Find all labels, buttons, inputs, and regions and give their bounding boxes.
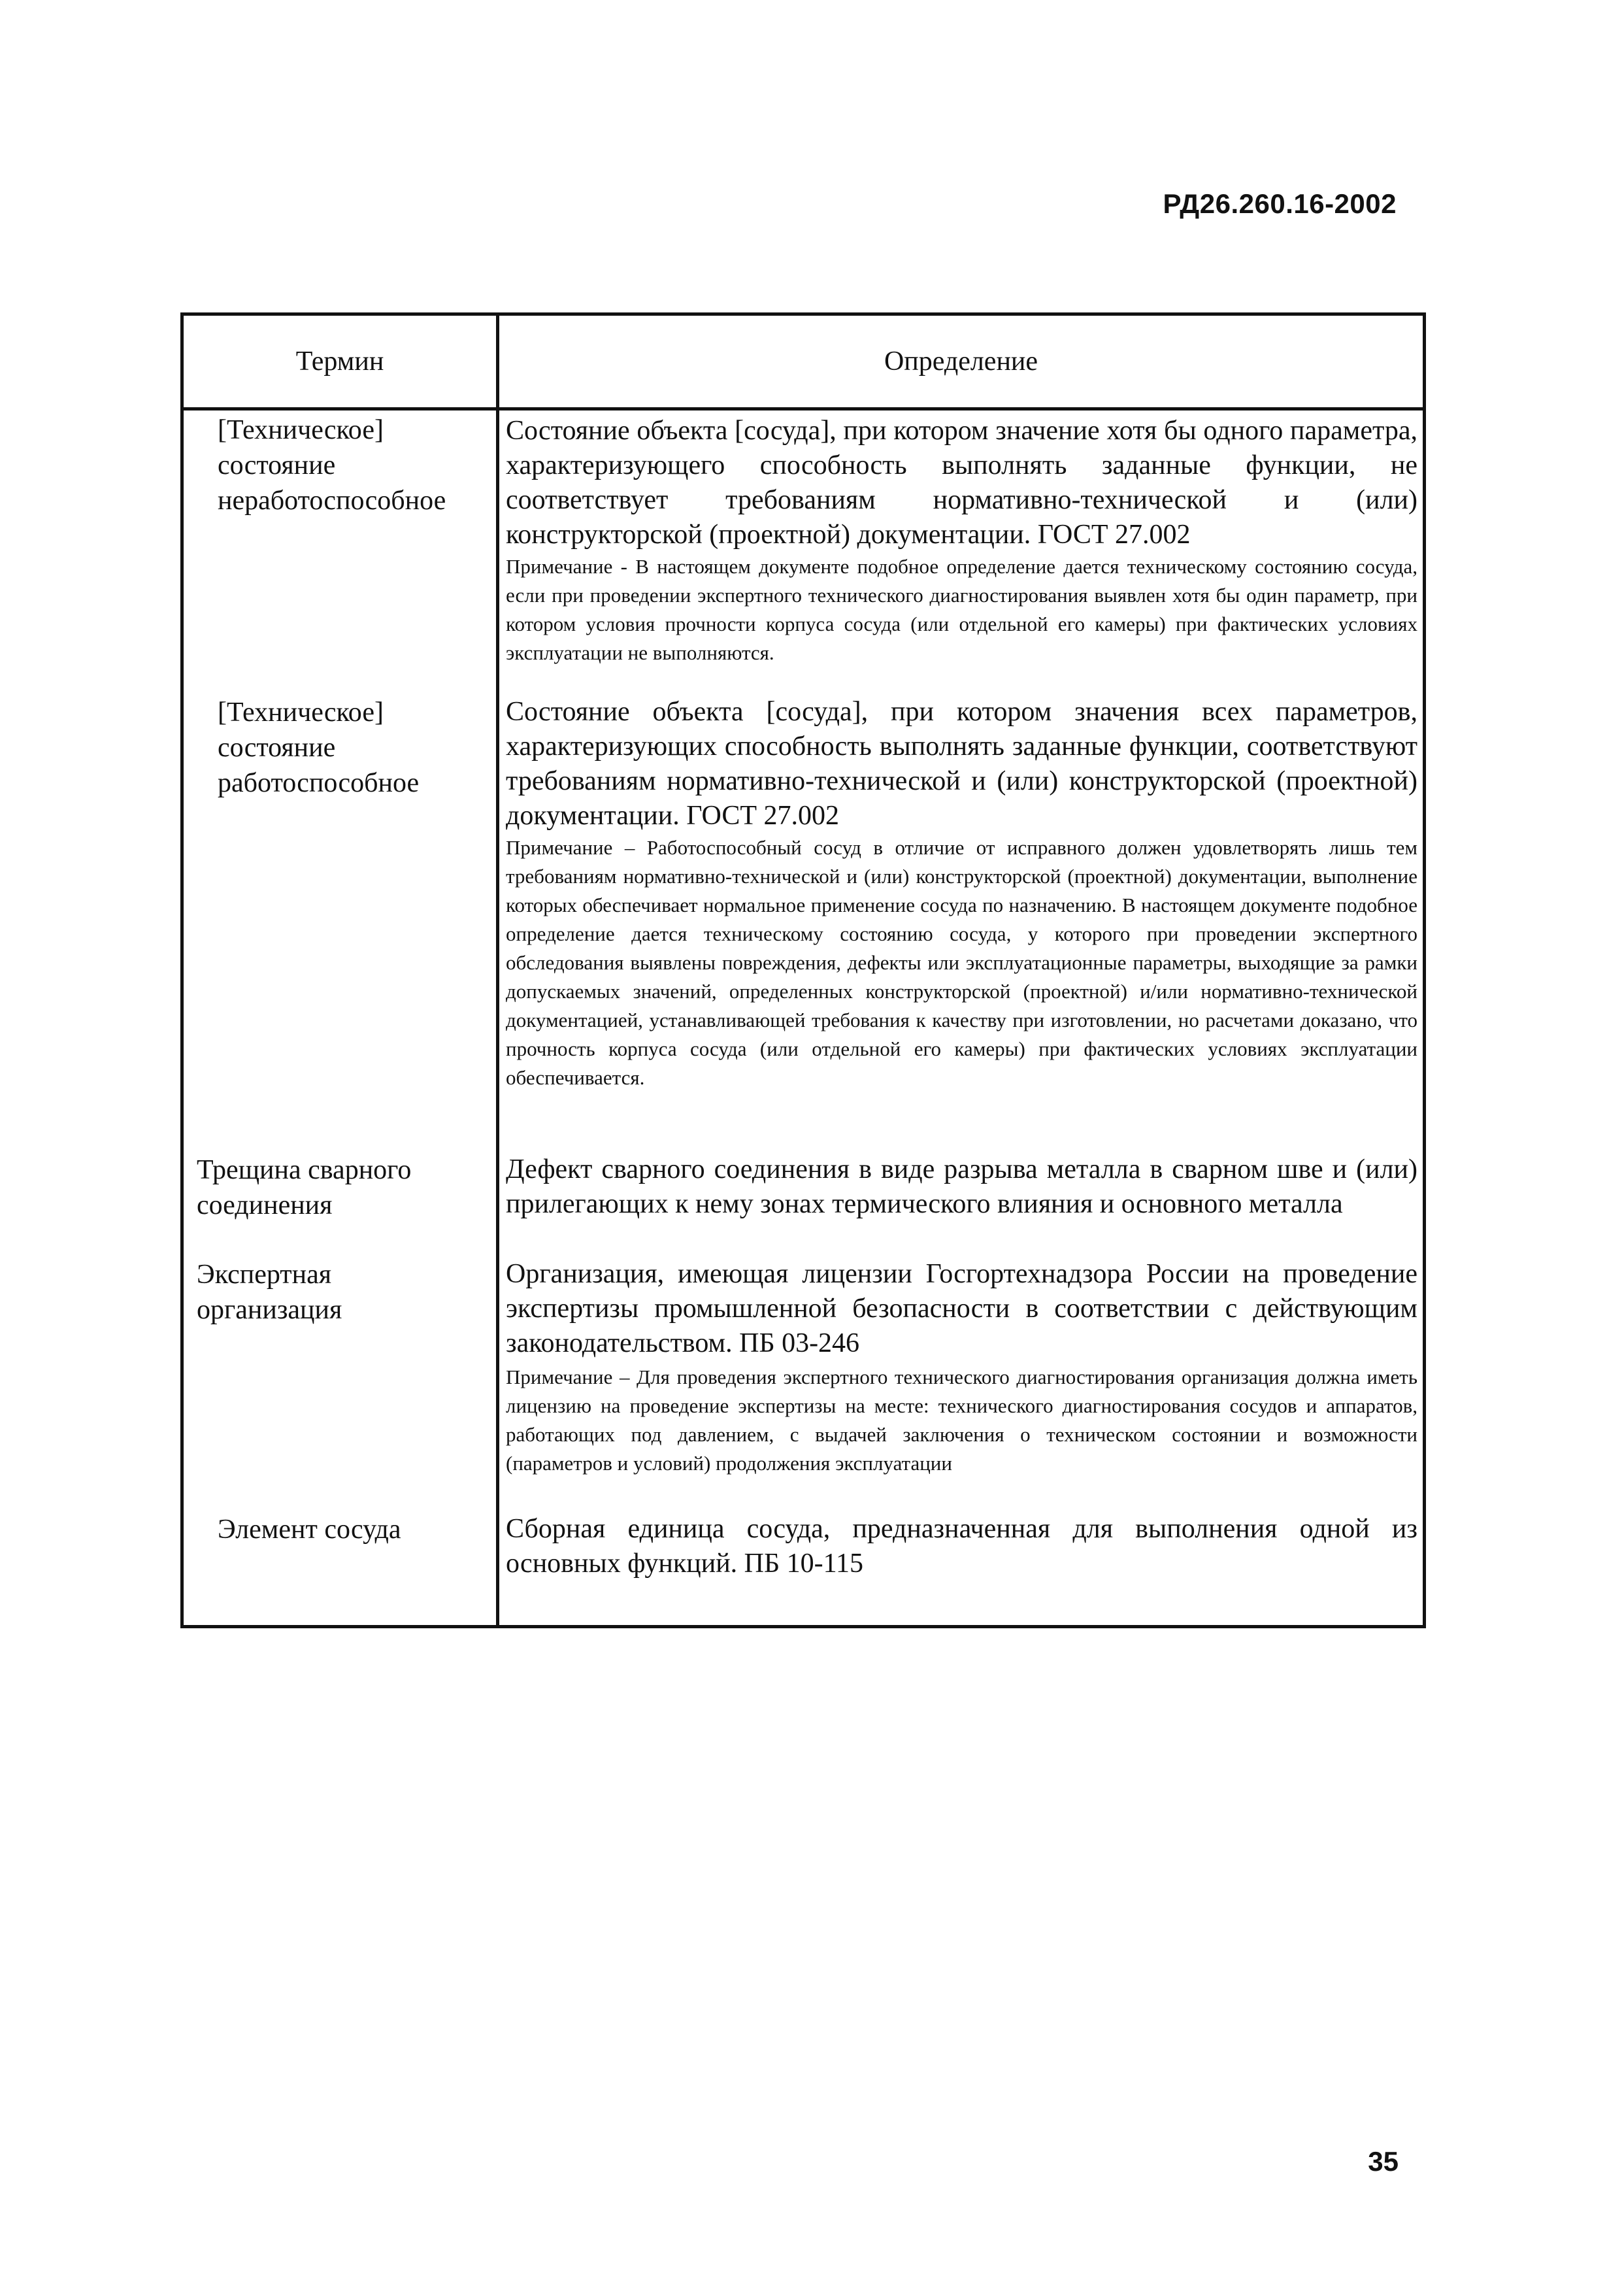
definition-note: Примечание – Для проведения экспертного технического диагностирования организация должна иметь лицензию на проведение экспертизы на месте: технического диагностирования сосудов и аппаратов, работающих под давлением, с выдачей заключения о техническом состоянии и возможности (параметров и условий) продолжения эксплуатации [506, 1365, 1417, 1475]
definition-cell: Состояние объекта [сосуда], при котором значение хотя бы одного параметра, характеризующего способность выполнять заданные функции, не соответствует требованиям нормативно-технической и (или) конструкторской (проектной) документации. ГОСТ 27.002 [506, 416, 1417, 550]
definition-cell: Сборная единица сосуда, предназначенная для выполнения одной из основных функций. ПБ 10-115 [506, 1514, 1417, 1579]
term-cell: [Техническое] состояние неработоспособное [218, 415, 446, 516]
terms-table [180, 312, 1426, 1628]
definition-note: Примечание – Работоспособный сосуд в отличие от исправного должен удовлетворять лишь тем требованиям нормативно-технической и (или) конструкторской (проектной) документации, выполнение которых обеспечивает нормальное применение сосуда по назначению. В настоящем документе подобное определение дается техническому состоянию сосуда, у которого при проведении экспертного обследования выявлены повреждения, дефекты или эксплуатационные параметры, выходящие за рамки допускаемых значений, определенных конструкторской (проектной) и/или нормативно-технической документацией, устанавливающей требования к качеству при изготовлении, но расчетами доказано, что прочность корпуса сосуда (или отдельной его камеры) при фактических условиях эксплуатации обеспечивается. [506, 836, 1417, 1089]
column-header-definition: Определение [884, 346, 1038, 377]
definition-cell: Состояние объекта [сосуда], при котором значения всех параметров, характеризующих способность выполнять заданные функции, соответствуют требованиям нормативно-технической и (или) конструкторской (проектной) документации. ГОСТ 27.002 [506, 697, 1417, 831]
definition-note: Примечание - В настоящем документе подобное определение дается техническому состоянию сосуда, если при проведении экспертного технического диагностирования выявлен хотя бы один параметр, при котором условия прочности корпуса сосуда (или отдельной его камеры) при фактических условиях эксплуатации не выполняются. [506, 555, 1417, 664]
term-cell: Трещина сварного соединения [197, 1155, 412, 1220]
definition-cell: Организация, имеющая лицензии Госгортехнадзора России на проведение экспертизы промышленной безопасности в соответствии с действующим законодательством. ПБ 03-246 [506, 1259, 1417, 1358]
column-header-term: Термин [295, 346, 384, 377]
page-number: 35 [1368, 2146, 1399, 2177]
definition-cell: Дефект сварного соединения в виде разрыва металла в сварном шве и (или) прилегающих к нему зонах термического влияния и основного металла [506, 1154, 1417, 1219]
header-divider [184, 407, 1423, 410]
term-cell: Элемент сосуда [218, 1515, 401, 1545]
term-cell: [Техническое] состояние работоспособное [218, 697, 420, 798]
term-cell: Экспертная организация [197, 1260, 342, 1325]
document-code: РД26.260.16-2002 [1163, 188, 1397, 219]
